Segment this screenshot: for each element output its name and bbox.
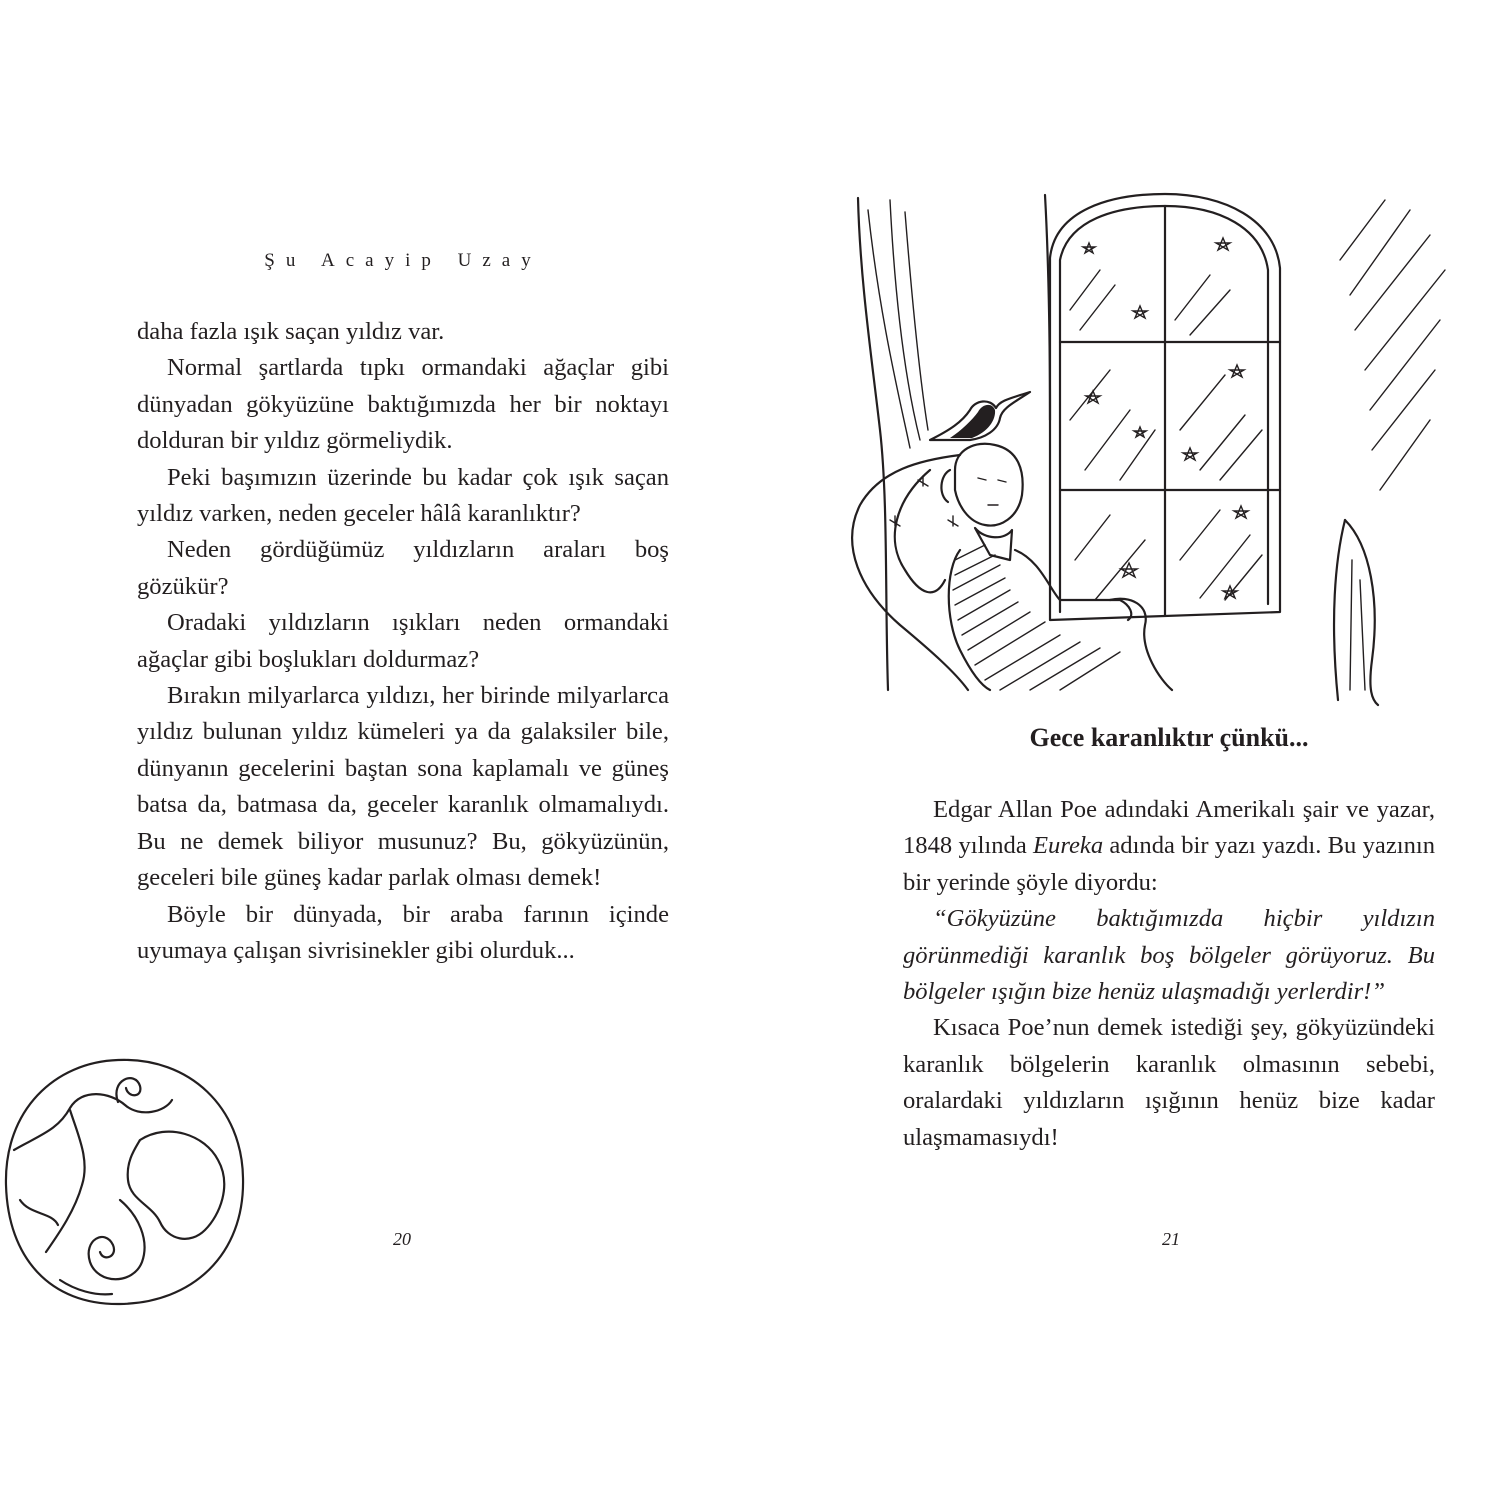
paragraph: Normal şartlarda tıpkı ormandaki ağaçlar gibi dünyadan gökyüzüne baktığımızda her bir noktayı dolduran bir yıldız görmeliydik.	[137, 354, 669, 455]
page-number-left: 20	[393, 1229, 411, 1249]
paragraph: Peki başımızın üzerinde bu kadar çok ışık saçan yıldız varken, neden geceler hâlâ karanlıktır?	[137, 463, 669, 528]
paragraph: Böyle bir dünyada, bir araba farının içinde uyumaya çalışan sivrisinekler gibi olurduk...	[137, 900, 669, 964]
paragraph-text: Edgar Allan Poe adındaki Amerikalı şair ve yazar, 1848 yılında	[903, 796, 1435, 860]
globe-illustration	[6, 1060, 243, 1304]
page-number-right: 21	[1162, 1229, 1180, 1249]
paragraph-text: adında bir yazı yazdı. Bu yazının bir yerinde şöyle diyordu:	[903, 832, 1435, 896]
paragraph: daha fazla ışık saçan yıldız var.	[137, 318, 445, 345]
curtain-left	[858, 198, 888, 690]
running-head: Şu Acayip Uzay	[264, 250, 542, 271]
paragraph: Neden gördüğümüz yıldızların araları boş gözükür?	[137, 536, 669, 600]
quotation: “Gökyüzüne baktığımızda hiçbir yıldızın görünmediği karanlık boş bölgeler görüyoruz. Bu bölgeler ışığın bize henüz ulaşmadığı yerlerdir!”	[903, 905, 1435, 1006]
chapter-title: Gece karanlıktır çünkü...	[1029, 723, 1309, 752]
figure-head	[955, 444, 1023, 526]
paragraph: Oradaki yıldızların ışıkları neden ormandaki ağaçlar gibi boşlukları doldurmaz?	[137, 609, 669, 673]
window-scene-illustration	[852, 194, 1445, 705]
work-title: Eureka	[1033, 832, 1104, 860]
paragraph: Kısaca Poe’nun demek istediği şey, gökyüzündeki karanlık bölgelerin karanlık olmasının sebebi, oralardaki yıldızların ışığının henüz bize kadar ulaşmamasıydı!	[903, 1014, 1435, 1151]
paragraph: Bırakın milyarlarca yıldızı, her birinde milyarlarca yıldız bulunan yıldız kümeleri ya da galaksiler bile, dünyanın gecelerini baştan sona kaplamalı ve güneş batsa da, batmasa da, geceler karanlık olmamalıydı. Bu ne demek biliyor musunuz? Bu, gökyüzünün, geceleri bile güneş kadar parlak olması demek!	[137, 682, 669, 892]
